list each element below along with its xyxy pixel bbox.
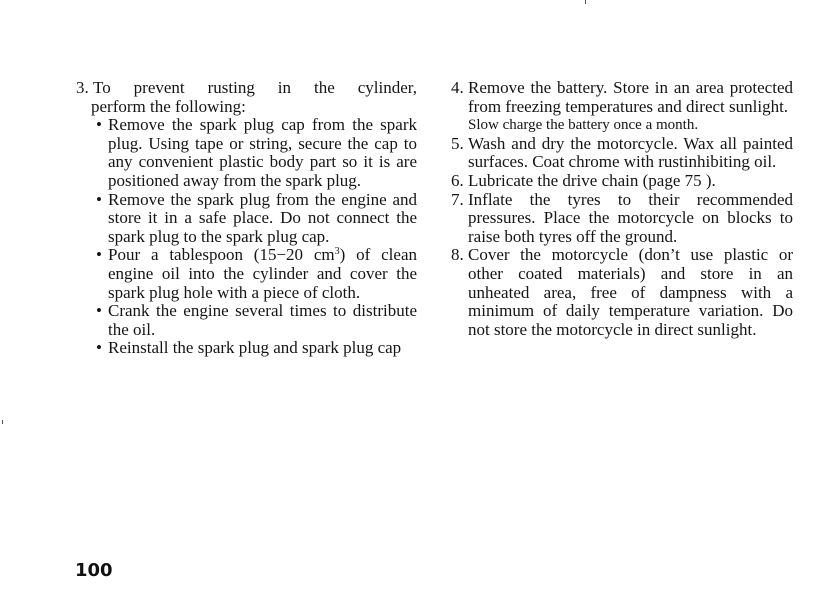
bullet-text: Crank the engine several times to distribute the oil. bbox=[108, 301, 417, 339]
step-8-number: 8. bbox=[451, 245, 464, 265]
superscript: 3 bbox=[334, 246, 340, 258]
bullet-dot-icon: • bbox=[96, 338, 102, 358]
scan-mark-top bbox=[585, 0, 586, 4]
bullet-dot-icon: • bbox=[96, 189, 102, 209]
bullet-item bbox=[96, 339, 417, 358]
page-number: 100 bbox=[75, 560, 113, 581]
bullet-text-before: Pour a tablespoon (15−20 cm bbox=[108, 245, 335, 265]
scan-mark-left bbox=[2, 420, 3, 424]
step-7-number: 7. bbox=[451, 189, 464, 209]
bullet-dot-icon: • bbox=[96, 115, 102, 135]
step-6-text: Lubricate the drive chain (page 75 ). bbox=[468, 170, 716, 190]
bullet-item bbox=[96, 246, 417, 302]
step-4-text: Remove the battery. Store in an area protected from freezing temperatures and direct sunlight. bbox=[468, 78, 793, 116]
step-4 bbox=[451, 79, 793, 135]
bullet-text: Remove the spark plug cap from the spark plug. Using tape or string, secure the cap to any convenient plastic body part so it is are positioned away from the spark plug. bbox=[108, 115, 417, 190]
bullet-dot-icon: • bbox=[96, 245, 102, 265]
step-8-text: Cover the motorcycle (don’t use plastic or other coated materials) and store in an unheated area, free of dampness with a minimum of daily temperature variation. Do not store the motorcycle in direct sunlight. bbox=[468, 245, 793, 339]
step-4-number: 4. bbox=[451, 78, 464, 97]
left-column bbox=[76, 79, 417, 358]
step-8 bbox=[451, 246, 793, 339]
step-5 bbox=[451, 135, 793, 172]
step-5-number: 5. bbox=[451, 133, 464, 153]
step-4-note: Slow charge the battery once a month. bbox=[468, 117, 699, 134]
step-7 bbox=[451, 191, 793, 247]
step-3-intro-line1: To prevent rusting in the cylinder, bbox=[93, 78, 417, 97]
step-5-text: Wash and dry the motorcycle. Wax all painted surfaces. Coat chrome with rustinhibiting oil. bbox=[468, 133, 793, 172]
bullet-item bbox=[96, 302, 417, 339]
step-6 bbox=[451, 172, 793, 191]
bullet-text-after: ) of clean engine oil into the cylinder and cover the spark plug hole with a piece of cloth. bbox=[108, 245, 417, 302]
step-3-number: 3. bbox=[76, 78, 89, 97]
step-7-text: Inflate the tyres to their recommended pressures. Place the motorcycle on blocks to raise both tyres off the ground. bbox=[468, 189, 793, 246]
step-3-intro-line2: perform the following: bbox=[91, 96, 246, 116]
step-6-number: 6. bbox=[451, 170, 464, 190]
bullet-item bbox=[96, 116, 417, 190]
bullet-text: Remove the spark plug from the engine and store it in a safe place. Do not connect the spark plug to the spark plug cap. bbox=[108, 189, 417, 246]
bullet-dot-icon: • bbox=[96, 301, 102, 321]
right-column bbox=[451, 79, 793, 339]
bullet-item bbox=[96, 191, 417, 247]
step-3 bbox=[76, 79, 417, 116]
bullet-text: Reinstall the spark plug and spark plug cap bbox=[108, 338, 402, 358]
